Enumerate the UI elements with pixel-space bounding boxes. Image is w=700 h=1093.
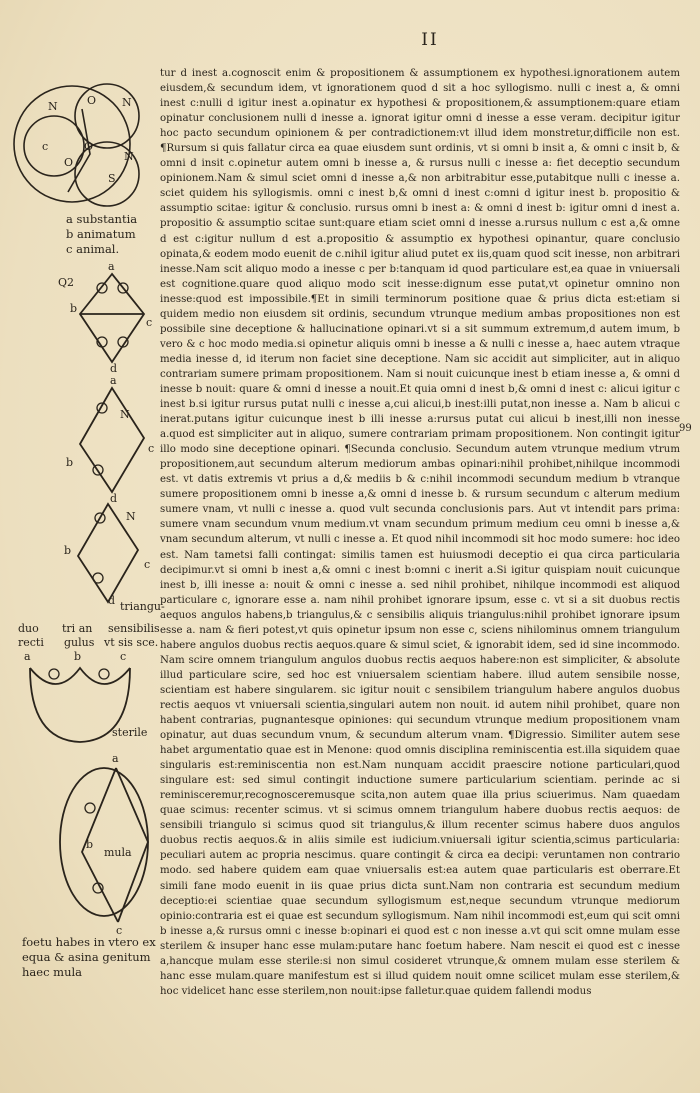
fig6-top: a [112, 752, 119, 765]
fig1-letter: O [87, 94, 97, 107]
fig2-mark: Q2 [58, 276, 75, 289]
fig2-top: a [108, 260, 115, 273]
fig1-letter: c [42, 140, 49, 153]
fig2-bottom: d [110, 362, 118, 375]
figure-mula [40, 748, 170, 938]
figure-diamond-2 [66, 372, 166, 505]
fig5-label: tri an [62, 622, 93, 635]
fig1-letter: O [64, 156, 74, 169]
fig5-label: sensibilis [108, 622, 160, 635]
legend-line: b animatum [66, 227, 136, 241]
fig4-bottom: d [108, 594, 116, 607]
fig5-label: duo [18, 622, 39, 635]
main-text-block [160, 66, 680, 999]
fig2-right: c [146, 316, 153, 329]
fig1-letter: N [48, 100, 58, 113]
fig5-letter: c [120, 650, 127, 663]
figure-triangle-sensible [16, 620, 166, 745]
diamond-diagram [66, 372, 166, 502]
fig3-top: a [110, 374, 117, 387]
fig3-mark: N [120, 408, 130, 421]
figure-caption: foetu habes in vtero ex equa & asina genitum haec mula [22, 935, 156, 979]
legend-line: c animal. [66, 242, 120, 256]
fig4-left: b [64, 544, 72, 557]
fig4-side-label: triangu- [120, 600, 165, 613]
figure-diamond-3 [64, 494, 164, 614]
fig2-left: b [70, 302, 78, 315]
legend-line: a substantia [66, 212, 138, 226]
fig3-bottom: d [110, 492, 118, 505]
margin-number: 99 [679, 423, 692, 434]
fig5-letter: b [74, 650, 82, 663]
fig5-letter: a [24, 650, 31, 663]
fig6-mid-label: mula [104, 846, 132, 859]
fig1-letter: S [108, 172, 116, 185]
fig1-legend [66, 212, 137, 257]
fig4-right: c [144, 558, 151, 571]
fig5-label: gulus [64, 636, 95, 649]
fig5-label: recti [18, 636, 44, 649]
fig5-bottom-label: sterile [112, 726, 148, 739]
fig1-letter: N [122, 96, 132, 109]
body-paragraph: tur d inest a.cognoscit enim & propositionem & assumptionem ex hypothesi.ignorationem autem eiusdem,& secundum idem, vt ignorationem quod d sit a hoc syllogismo. nulli c inest a, & omni inest c:nulli d igitur inest a.opinatur ex hypothesi & propositionem,& assumptionem:quare etiam opinatur conclusionem nulli d inesse a. ignorat igitur omni d inesse a esse veram. decipitur igitur hoc pacto secundum opinionem & per contradictionem:vt illud idem monstretur,difficile non est. ¶Rursum si quis fallatur circa ea quae eiusdem sunt ordinis, vt si omni b insit a, & omni c insit b, & omni d insit c.opinetur autem omni b inesse a, & rursus nulli c inesse a: fiet deceptio secundum opinionem.Nam & simul sciet omni d inesse a,& non arbitrabitur esse,putabitque nulli c inesse a. sciet quidem his syllogismis. omni c inest b,& omni d inest c:omni d igitur inest b. propositio & assumptio scitae: igitur & conclusio. rursus omni b inest a: & omni d inest b: igitur omni d inest a. propositio & assumptio scitae sunt:quare etiam sciet omni d inesse a.rursus nullum c est a,& omne d est c:igitur nullum d est a.propositio & assumptio ex hypothesi opinantur, quare conclusio opinata,& eodem modo euenit de c.nihil igitur aliud putet ex iis,quam quod scit inesse, non arbitrari inesse.Nam scit aliquo modo a inesse c per b:tanquam id quod particulare est,ea quae in vniuersali est cognitione.quare quod aliquo modo scit inesse:dignum esse putat,vt opinetur omnino non inesse:quod est impossibile.¶Et in simili terminorum positione quae & prius dicta est:etiam si quidem medio non eiusdem sit ordinis, secundum vtrunque medium ambas propositiones non est possibile sine deceptione & hallucinatione opinari.vt si a sit summum extremum,d autem imum, b vero & c hoc modo media.si opinetur aliquis omni b inesse a & nulli c inesse a, haec autem vtraque media inesse d, id iterum non faciet sine deceptione. Nam sic accidit aut simpliciter, aut in aliquo contrariam sumere primam propositionem. Nam si nouit cuicunque inest b etiam inesse a, & omni d inesse b nouit: quare & omni d inesse a nouit.Et quia omni d inest b,& omni d inest c: alicui igitur c inest b.si igitur rursus putat nulli c inesse a,cui alicui,b inest:illi putat,non inesse a. Nam b alicui c inerat.putans igitur cuicunque inest b illi inesse a:rursus putat cui alicui b inest,illi non inesse a.quod est simpliciter aut in aliquo, sumere contrariam primam propositionem. Non contingit igitur illo modo sine deceptione opinari. ¶Secunda conclusio. Secundum autem vtrunque medium vtrum propositionem,aut secundum alterum mediorum ambas opinari:nihil prohibet,nihilque incommodi est. vt datis extremis vt prius a d,& mediis b & c:nihil incommodi secundum medium b vtranque sumere propositionem omni b inesse a,& omni d inesse b. & rursum secundum c alterum medium sumere vnam, vt nulli c inesse a. quod vult secunda conclusionis pars. Aut vt intendit pars prima: sumere vnam secundum vnum medium.vt vnam secundum primum medium ceu omni b inesse a,& vnam secundum alterum, vt nulli c inesse a. Et quod nihil incommodi sit hoc modo sumere: hoc ideo est. Nam tametsi falli contingat: similis tamen est huiusmodi deceptio ei qua circa particularia decipimur.vt si omni b inest a,& omni c inest b:omni c inerit a.Si igitur quispiam nouit cuicunque inest b, illi inesse a: nouit & omni c inesse a. sed nihil prohibet, nihilque incommodi est aliquod particulare c, ignorare esse a. nam nihil prohibet ignorare ipsum, esse c. vt si a sit duobus rectis aequos angulos habens,b triangulus,& c sensibilis aliquis triangulus:nihil prohibet ignorare ipsum esse a. nam & fieri potest,vt quis opinetur ipsum non esse c, sciens nihilominus omnem triangulum habere angulos duobus rectis aequos.quare & simul sciet, & ignorabit idem, sed id sine incommodo. Nam scire omnem triangulum angulos duobus rectis aequos habere:non est simpliciter, & absolute illud particulare scire, sed hoc est vniuersalem scientiam habere. illud autem sensibile nosse, scientiam est habere singularem. sic igitur nouit c sensibilem triangulum habere angulos duobus rectis aequos vt vniuersali scientia,singulari autem non nouit. id autem nihil prohibet, quare non habent contrarias, pugnantesque opiniones: qui secundum vtrunque medium propositionem vnam opinatur, aut duas secundum vnum, & secundum alterum vnam. ¶Digressio. Similiter autem sese habet argumentatio quae est in Menone: quod omnis disciplina reminiscentia est.illa siquidem quae singularis est:reminiscentia non est.Nam nunquam accidit praescire notione particulari,quod singulare est: sed simul contingit inductione sumere particularium scientiam. perinde ac si reminisceremur,recognosceremusque scita,non autem quae illa prius sciuerimus. Nam quaedam quae scimus: recenter scimus. vt si scimus omnem triangulum habere duobus rectis aequos: de sensibili triangulo si scimus quod sit triangulus,& illum recenter scimus habere duos angulos duobus rectis aequos.& in aliis simile est iudicium.vniuersali igitur scientia,scimus particularia: peculiari autem ac propria nescimus. quare contingit & circa ea decipi: veruntamen non contrario modo. sed habere quidem eam quae vniuersalis est:ea autem quae particularis est oberrare.Et simili fane modo euenit in iis quae prius dicta sunt.Nam non contraria est secundum medium deceptio:ei scientiae quae secundum syllogismum est,neque secundum vtrunque mediorum opinio:contraria est ei quae est secundum syllogismum. Nam nihil incommodi est,eum qui scit omni b inesse a,& rursus omni c inesse b:opinari ei quod est c non inesse a.vt qui scit omne mulam esse sterilem & insuper hanc esse mulam:putare hanc foetum habere. Nam nescit ei quod est c inesse a,hancque mulam esse sterile:si non simul cosideret vtrunque,& omnem mulam esse sterilem & hanc esse mulam.quare manifestum est si illud quidem nouit omne scilicet mulam esse sterilem,& hoc videlicet hanc esse sterilem,non nouit:ipse falletur.quae quidem fallendi modus [160, 68, 680, 997]
figure-circles [12, 74, 162, 214]
fig6-bottom: c [116, 924, 123, 937]
fig1-letter: N [124, 150, 134, 163]
fig3-right: c [148, 442, 155, 455]
fig1-letter: O [84, 140, 94, 153]
fig6-left: b [86, 838, 94, 851]
fig4-mark: N [126, 510, 136, 523]
fig5-label: vt sis sce. [104, 636, 159, 649]
folio-number: II [421, 30, 439, 50]
fig3-left: b [66, 456, 74, 469]
